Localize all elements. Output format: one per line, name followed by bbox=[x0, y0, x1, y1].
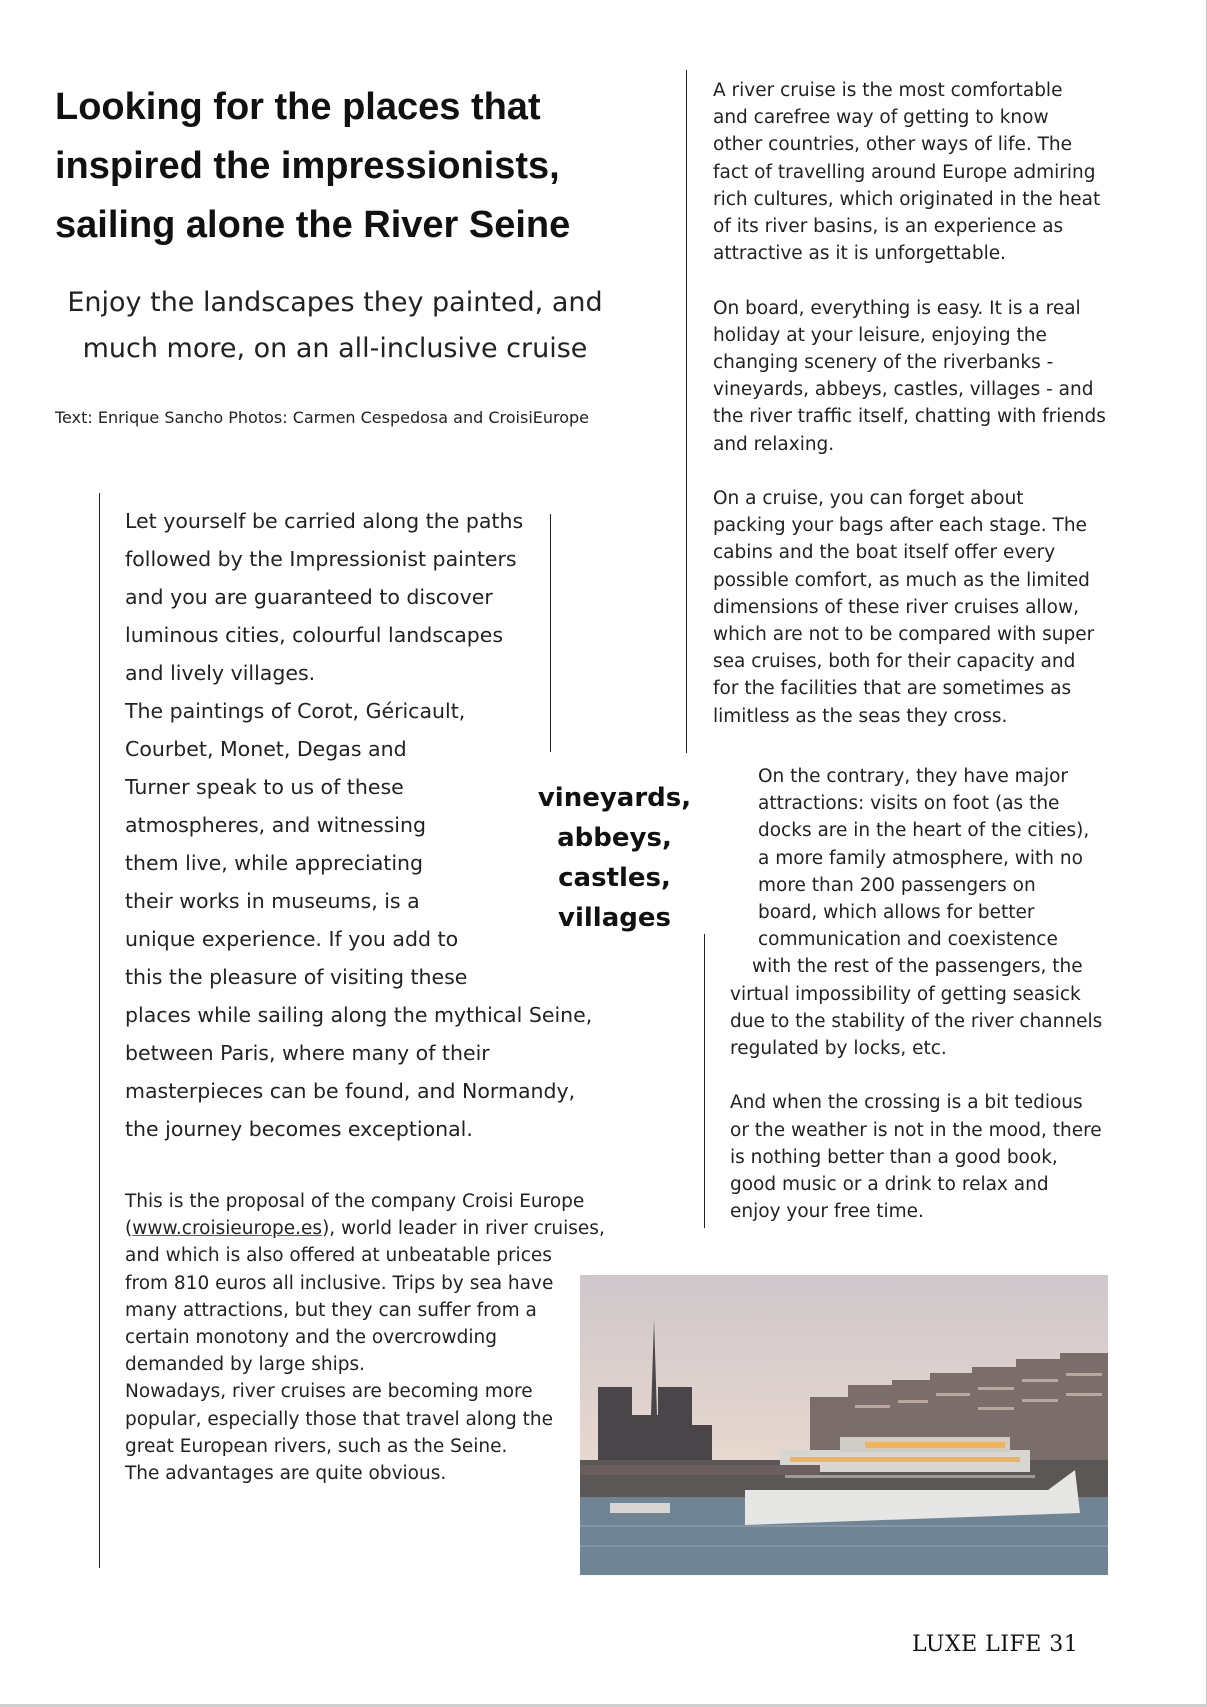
right-column-top bbox=[713, 77, 1113, 730]
body-line: communication and coexistence bbox=[758, 929, 1058, 951]
body-line: attractive as it is unforgettable. bbox=[713, 243, 1007, 265]
body-line: great European rivers, such as the Seine. bbox=[125, 1435, 508, 1457]
croisieurope-link[interactable]: www.croisieurope.es bbox=[132, 1218, 323, 1240]
pull-quote-line: vineyards, bbox=[537, 783, 692, 813]
subtitle-line: much more, on an all-inclusive cruise bbox=[82, 333, 588, 364]
body-line: regulated by locks, etc. bbox=[730, 1038, 947, 1060]
intro-line: this the pleasure of visiting these bbox=[125, 965, 468, 989]
body-line: Nowadays, river cruises are becoming more bbox=[125, 1381, 533, 1403]
intro-line: Courbet, Monet, Degas and bbox=[125, 737, 407, 761]
intro-line: followed by the Impressionist painters bbox=[125, 547, 517, 571]
intro-line: and lively villages. bbox=[125, 661, 316, 685]
body-line: changing scenery of the riverbanks - bbox=[713, 352, 1054, 374]
body-line: or the weather is not in the mood, there bbox=[730, 1119, 1102, 1141]
headline-line: Looking for the places that bbox=[55, 86, 541, 128]
body-line: virtual impossibility of getting seasick bbox=[730, 983, 1081, 1005]
body-line: enjoy your free time. bbox=[730, 1201, 924, 1223]
subtitle-line: Enjoy the landscapes they painted, and bbox=[67, 287, 603, 318]
body-line: certain monotony and the overcrowding bbox=[125, 1327, 497, 1349]
bridge bbox=[580, 1465, 820, 1475]
body-line: and carefree way of getting to know bbox=[713, 107, 1049, 129]
body-line: with the rest of the passengers, the bbox=[752, 956, 1083, 978]
body-line: more than 200 passengers on bbox=[758, 874, 1036, 896]
body-line: good music or a drink to relax and bbox=[730, 1174, 1049, 1196]
page-footer bbox=[912, 1632, 1078, 1657]
pull-quote bbox=[497, 778, 732, 938]
intro-line: masterpieces can be found, and Normandy, bbox=[125, 1079, 576, 1103]
body-line: vineyards, abbeys, castles, villages - and bbox=[713, 379, 1094, 401]
body-line: is nothing better than a good book, bbox=[730, 1146, 1058, 1168]
body-line: other countries, other ways of life. The bbox=[713, 134, 1073, 156]
headline-line: inspired the impressionists, bbox=[55, 145, 560, 187]
body-line: dimensions of these river cruises allow, bbox=[713, 596, 1080, 618]
intro-line: the journey becomes exceptional. bbox=[125, 1117, 473, 1141]
intro-line: them live, while appreciating bbox=[125, 851, 424, 875]
right-column-bottom bbox=[730, 763, 1130, 1225]
body-line: demanded by large ships. bbox=[125, 1354, 366, 1376]
body-line: On a cruise, you can forget about bbox=[713, 488, 1024, 510]
body-line: packing your bags after each stage. The bbox=[713, 515, 1087, 537]
intro-line: The paintings of Corot, Géricault, bbox=[125, 699, 466, 723]
body-line: possible comfort, as much as the limited bbox=[713, 569, 1090, 591]
body-line: limitless as the seas they cross. bbox=[713, 705, 1008, 727]
magazine-name: LUXE LIFE bbox=[912, 1632, 1042, 1657]
body-line: many attractions, but they can suffer from a bbox=[125, 1299, 537, 1321]
intro-line: unique experience. If you add to bbox=[125, 927, 459, 951]
proposal-paragraph bbox=[125, 1188, 605, 1487]
column-divider-bottom bbox=[704, 934, 705, 1228]
small-boat bbox=[610, 1503, 670, 1513]
body-line: and relaxing. bbox=[713, 433, 835, 455]
body-line: And when the crossing is a bit tedious bbox=[730, 1092, 1083, 1114]
intro-line: luminous cities, colourful landscapes bbox=[125, 623, 504, 647]
body-line: This is the proposal of the company Croisi Europe bbox=[125, 1191, 585, 1212]
body-line: which are not to be compared with super bbox=[713, 624, 1095, 646]
intro-line: their works in museums, is a bbox=[125, 889, 420, 913]
body-line: attractions: visits on foot (as the bbox=[758, 793, 1060, 815]
body-line: board, which allows for better bbox=[758, 902, 1035, 924]
left-column-rule bbox=[99, 493, 100, 1568]
article-headline bbox=[55, 78, 655, 255]
body-line: The advantages are quite obvious. bbox=[125, 1463, 447, 1485]
pull-quote-line: villages bbox=[558, 903, 671, 933]
intro-line: atmospheres, and witnessing bbox=[125, 813, 426, 837]
body-line: A river cruise is the most comfortable bbox=[713, 80, 1063, 101]
open-paren: ( bbox=[125, 1218, 133, 1240]
article-subtitle bbox=[55, 280, 615, 372]
page-number: 31 bbox=[1049, 1632, 1079, 1657]
body-line: for the facilities that are sometimes as bbox=[713, 678, 1072, 700]
body-line: rich cultures, which originated in the heat bbox=[713, 188, 1101, 210]
body-line: sea cruises, both for their capacity and bbox=[713, 651, 1076, 673]
body-line: fact of travelling around Europe admiring bbox=[713, 161, 1096, 183]
body-line: popular, especially those that travel along the bbox=[125, 1408, 553, 1430]
body-line: cabins and the boat itself offer every bbox=[713, 542, 1056, 564]
body-line: docks are in the heart of the cities), bbox=[758, 820, 1090, 842]
body-line: of its river basins, is an experience as bbox=[713, 216, 1064, 238]
intro-line: and you are guaranteed to discover bbox=[125, 585, 493, 609]
body-line bbox=[125, 1215, 605, 1242]
intro-line: places while sailing along the mythical Seine, bbox=[125, 1003, 593, 1027]
pull-quote-line: abbeys, castles, bbox=[557, 823, 672, 893]
body-line: On board, everything is easy. It is a real bbox=[713, 297, 1081, 319]
body-line: On the contrary, they have major bbox=[758, 766, 1069, 787]
intro-line: between Paris, where many of their bbox=[125, 1041, 490, 1065]
body-line: the river traffic itself, chatting with friends bbox=[713, 406, 1106, 428]
body-line: and which is also offered at unbeatable prices bbox=[125, 1245, 552, 1267]
body-line: due to the stability of the river channels bbox=[730, 1010, 1103, 1032]
body-line: from 810 euros all inclusive. Trips by sea have bbox=[125, 1272, 554, 1294]
intro-line: Let yourself be carried along the paths bbox=[125, 509, 524, 533]
article-credits: Text: Enrique Sancho Photos: Carmen Cespedosa and CroisiEurope bbox=[55, 408, 590, 427]
column-divider-top bbox=[686, 70, 687, 753]
cruise-photo bbox=[580, 1275, 1108, 1575]
body-line: holiday at your leisure, enjoying the bbox=[713, 324, 1047, 346]
intro-line: Turner speak to us of these bbox=[125, 775, 404, 799]
headline-line: sailing alone the River Seine bbox=[55, 204, 571, 246]
link-trailing-text: ), world leader in river cruises, bbox=[322, 1218, 605, 1240]
body-line: a more family atmosphere, with no bbox=[758, 847, 1083, 869]
